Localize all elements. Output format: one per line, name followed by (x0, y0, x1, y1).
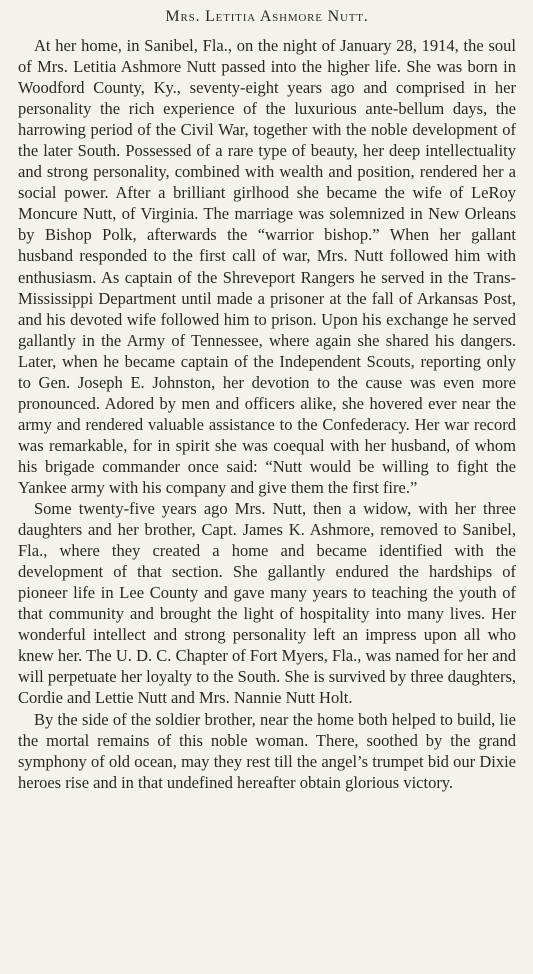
paragraph-3: By the side of the soldier brother, near the home both helped to build, lie the mortal remains of this noble woman. There, soothed by the grand symphony of old ocean, may they rest till the angel’s trumpet bid our Dixie heroes rise and in that undefined hereafter obtain glorious victory. (18, 709, 516, 792)
article-title: Mrs. Letitia Ashmore Nutt. (165, 8, 369, 25)
paragraph-2: Some twenty-five years ago Mrs. Nutt, then a widow, with her three daughters and her brother, Capt. James K. Ashmore, removed to Sanibel, Fla., where they created a home and became identified with the development of that section. She gallantly endured the hardships of pioneer life in Lee County and gave many years to teaching the youth of that community and brought the light of hospitality into many lives. Her wonderful intellect and strong personality left an impress upon all who knew her. The U. D. C. Chapter of Fort Myers, Fla., was named for her and will perpetuate her loyalty to the South. She is survived by three daughters, Cordie and Lettie Nutt and Mrs. Nannie Nutt Holt. (18, 499, 516, 708)
paragraph-1: At her home, in Sanibel, Fla., on the night of January 28, 1914, the soul of Mrs. Letitia Ashmore Nutt passed into the higher life. She was born in Woodford County, Ky., seventy-eight years ago and comprised in her personality the rich experience of the luxurious ante-bellum days, the harrowing period of the Civil War, together with the noble development of the later South. Possessed of a rare type of beauty, her deep intellectuality and strong personality, combined with wealth and position, rendered her a social power. After a brilliant girlhood she became the wife of LeRoy Moncure Nutt, of Virginia. The marriage was solemnized in New Orleans by Bishop Polk, afterwards the “warrior bishop.” When her gallant husband responded to the first call of war, Mrs. Nutt followed him with enthusiasm. As captain of the Shreveport Rangers he served in the Trans-Mississippi Department until made a prisoner at the fall of Arkansas Post, and his devoted wife followed him to prison. Upon his exchange he served gallantly in the Army of Tennessee, where again she shared his dangers. Later, when he became captain of the Independent Scouts, reporting only to Gen. Joseph E. Johnston, her devotion to the cause was even more pronounced. Adored by men and officers alike, she hovered ever near the army and rendered valuable assistance to the Confederacy. Her war record was remarkable, for in spirit she was coequal with her husband, of whom his brigade commander once said: “Nutt would be willing to fight the Yankee army with his company and give them the first fire.” (18, 36, 516, 497)
